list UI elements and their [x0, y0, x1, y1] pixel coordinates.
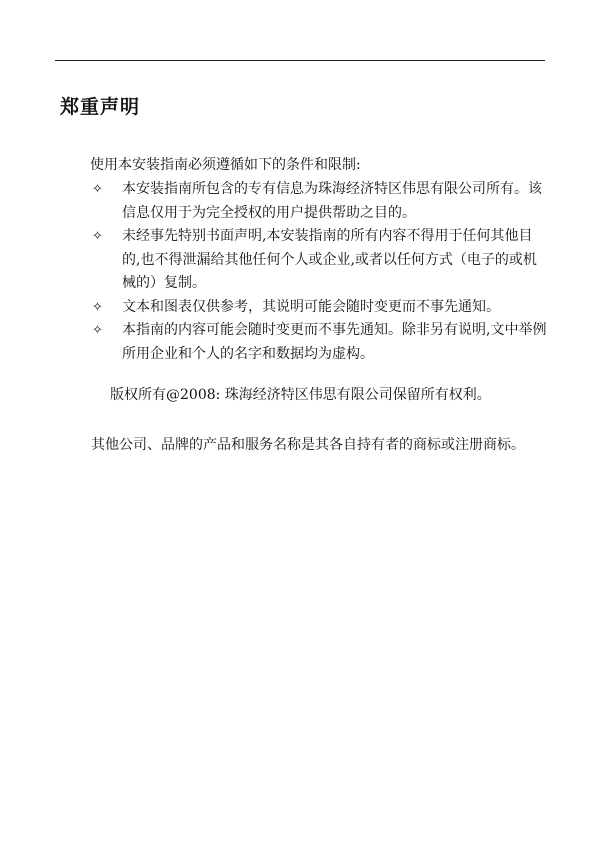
intro-text: 使用本安装指南必须遵循如下的条件和限制:: [90, 157, 361, 173]
term-text: 本安装指南所包含的专有信息为珠海经济特区伟思有限公司所有。该信息仅用于为完全授权的用户提供帮助之目的。: [122, 181, 542, 221]
header-rule: [55, 60, 545, 61]
list-item: [90, 178, 550, 225]
page-title: 郑重声明: [60, 96, 141, 118]
list-item: [90, 296, 550, 320]
list-item: [90, 319, 550, 366]
diamond-bullet-icon: ✧: [92, 323, 103, 338]
copyright-notice: 版权所有@2008: 珠海经济特区伟思有限公司保留所有权利。: [110, 387, 491, 403]
term-text: 文本和图表仅供参考，其说明可能会随时变更而不事先通知。: [122, 298, 500, 315]
term-text: 未经事先特别书面声明,本安装指南的所有内容不得用于任何其他目的,也不得泄漏给其他任何个人或企业,或者以任何方式（电子的或机械的）复制。: [122, 228, 537, 291]
diamond-bullet-icon: ✧: [92, 229, 103, 244]
trademark-notice: 其他公司、品牌的产品和服务名称是其各自持有者的商标或注册商标。: [91, 437, 525, 453]
diamond-bullet-icon: ✧: [92, 299, 103, 315]
terms-list: [90, 178, 550, 366]
term-text: 本指南的内容可能会随时变更而不事先通知。除非另有说明,文中举例所用企业和个人的名字和数据均为虚构。: [122, 322, 547, 362]
list-item: [90, 225, 550, 296]
diamond-bullet-icon: ✧: [92, 182, 103, 197]
